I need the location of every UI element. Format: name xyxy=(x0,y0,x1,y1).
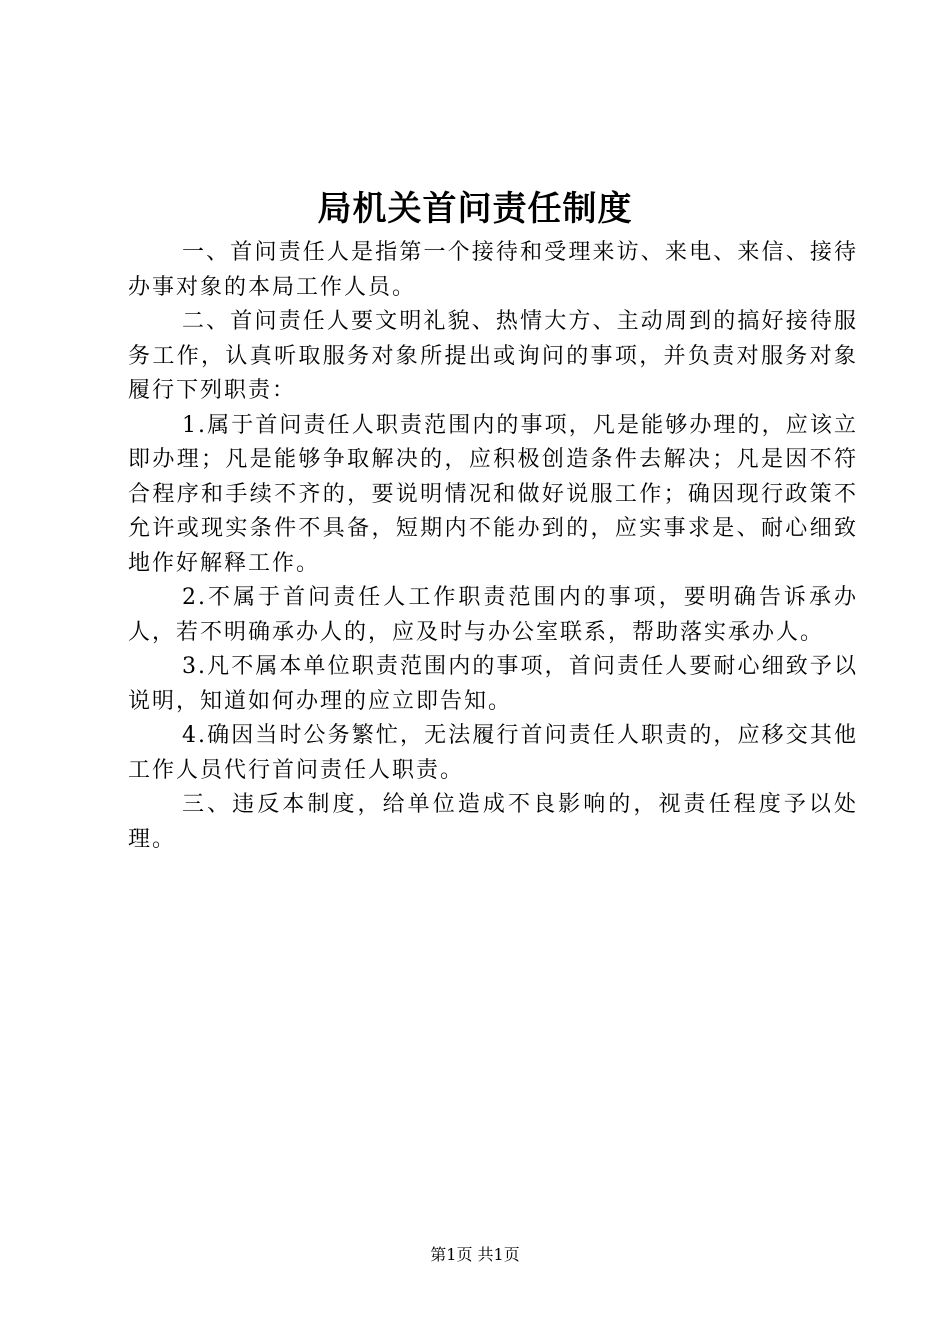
paragraph-2: 二、首问责任人要文明礼貌、热情大方、主动周到的搞好接待服务工作，认真听取服务对象所提出或询问的事项，并负责对服务对象履行下列职责： xyxy=(128,309,858,403)
page-number: 第1页 xyxy=(430,1245,473,1264)
paragraph-item-1: 1.属于首问责任人职责范围内的事项，凡是能够办理的，应该立即办理；凡是能够争取解决的，应积极创造条件去解决；凡是因不符合程序和手续不齐的，要说明情况和做好说服工作；确因现行政策不允许或现实条件不具备，短期内不能办到的，应实事求是、耐心细致地作好解释工作。 xyxy=(128,412,858,576)
document-body xyxy=(128,236,858,857)
paragraph-item-2: 2.不属于首问责任人工作职责范围内的事项，要明确告诉承办人，若不明确承办人的，应及时与办公室联系，帮助落实承办人。 xyxy=(128,585,858,645)
document-title: 局机关首问责任制度 xyxy=(317,189,633,229)
page-total: 共1页 xyxy=(477,1245,520,1264)
page-footer xyxy=(0,1243,950,1267)
paragraph-1: 一、首问责任人是指第一个接待和受理来访、来电、来信、接待办事对象的本局工作人员。 xyxy=(128,240,858,300)
paragraph-3: 三、违反本制度，给单位造成不良影响的，视责任程度予以处理。 xyxy=(128,792,858,852)
paragraph-item-4: 4.确因当时公务繁忙，无法履行首问责任人职责的，应移交其他工作人员代行首问责任人职责。 xyxy=(128,723,858,783)
paragraph-item-3: 3.凡不属本单位职责范围内的事项，首问责任人要耐心细致予以说明，知道如何办理的应立即告知。 xyxy=(128,654,858,714)
